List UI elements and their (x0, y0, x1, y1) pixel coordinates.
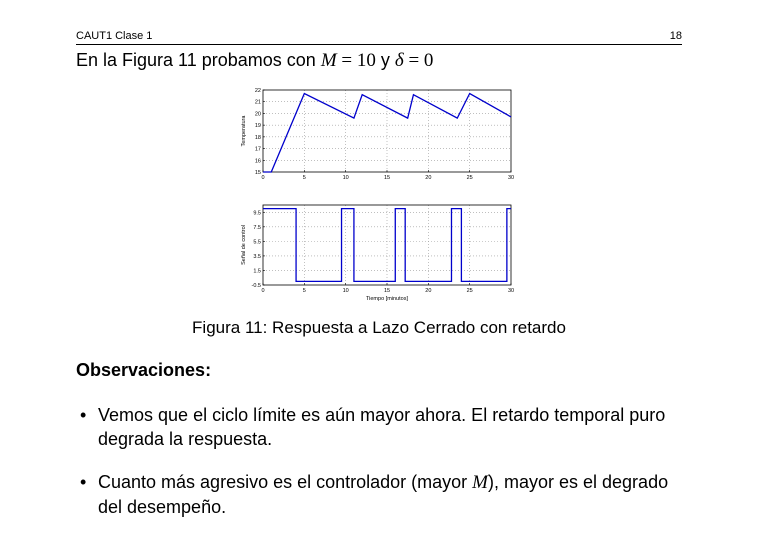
x-tick-label: 20 (425, 288, 432, 294)
intro-text: En la Figura 11 probamos con (76, 50, 321, 70)
y-tick-label: 20 (254, 111, 261, 118)
intro-sentence (76, 50, 433, 72)
list-item (76, 403, 686, 451)
x-tick-label: 5 (302, 288, 306, 294)
list-item-text-end: ), mayor es el degrado del desempeño. (98, 472, 669, 517)
list-item-text (98, 470, 686, 519)
x-tick-label: 20 (425, 175, 432, 181)
y-tick-label: 22 (254, 88, 261, 94)
y-axis-label: Señal de control (241, 225, 247, 265)
x-tick-label: 15 (383, 288, 391, 294)
m-equals: = 10 (336, 50, 376, 71)
intro-conj: y (375, 50, 395, 70)
list-item (76, 470, 686, 519)
x-tick-label: 25 (466, 288, 473, 294)
y-axis-label: Temperatura (241, 115, 247, 147)
y-tick-label: 7.5 (253, 224, 261, 231)
list-item-text-start: Cuanto más agresivo es el controlador (mayor (98, 472, 473, 492)
y-tick-label: 9.5 (253, 210, 261, 217)
y-tick-label: 5.5 (253, 239, 261, 246)
var-delta: δ (394, 50, 404, 71)
x-tick-label: 10 (342, 175, 349, 181)
page-number: 18 (669, 30, 682, 42)
y-tick-label: 18 (254, 134, 261, 141)
x-tick-label: 0 (261, 288, 265, 294)
y-tick-label: 1.5 (253, 268, 261, 275)
running-header-title: CAUT1 Clase 1 (76, 30, 153, 42)
x-tick-label: 15 (383, 175, 391, 181)
x-tick-label: 30 (507, 175, 515, 181)
list-item-text: Vemos que el ciclo límite es aún mayor ahora. El retardo temporal puro degrada la respuesta. (98, 405, 666, 449)
header-rule (76, 44, 682, 45)
y-tick-label: 21 (254, 99, 261, 106)
x-tick-label: 25 (466, 175, 473, 181)
y-tick-label: 19 (254, 123, 261, 130)
x-tick-label: 30 (507, 288, 515, 294)
math-m (321, 50, 376, 71)
bullet-marker: • (80, 472, 87, 492)
y-tick-label: 17 (254, 146, 261, 153)
x-tick-label: 10 (342, 288, 349, 294)
observations-heading: Observaciones: (76, 360, 212, 380)
math-delta (395, 50, 434, 71)
y-tick-label: 15 (254, 170, 261, 176)
y-tick-label: -0.5 (251, 283, 261, 289)
var-m: M (472, 472, 488, 493)
x-axis-label: Tiempo [minutos] (366, 296, 408, 302)
x-tick-label: 0 (261, 175, 265, 181)
delta-equals: = 0 (403, 50, 434, 71)
y-tick-label: 3.5 (253, 253, 261, 260)
bullet-marker: • (80, 405, 87, 425)
var-m: M (320, 50, 337, 71)
y-tick-label: 16 (254, 158, 261, 165)
figure-caption: Figura 11: Respuesta a Lazo Cerrado con retardo (192, 318, 566, 337)
figure-11 (230, 82, 530, 304)
x-tick-label: 5 (302, 175, 306, 181)
